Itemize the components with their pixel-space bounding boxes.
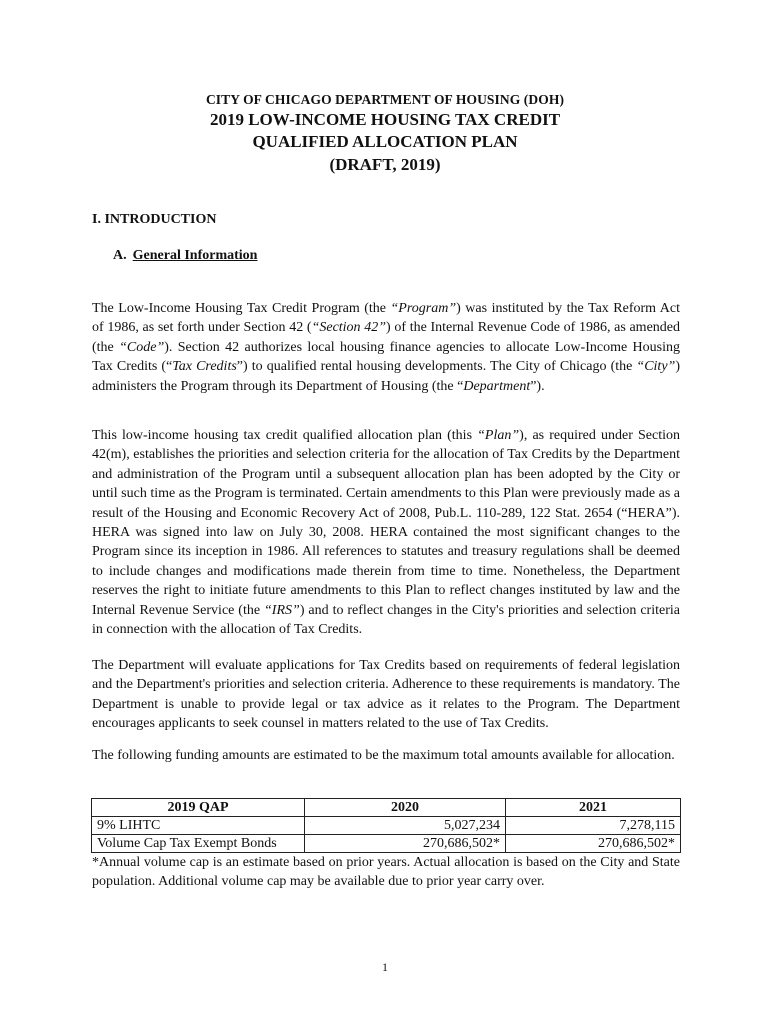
defined-term: “Plan” <box>477 428 520 443</box>
table-cell: 7,278,115 <box>506 817 681 835</box>
text-run: ). Section 42 authorizes local housing finance agencies to allocate Low-Income Housing Tax Credits (“ <box>92 339 680 375</box>
table-cell: 9% LIHTC <box>92 817 305 835</box>
table-cell: 270,686,502* <box>506 835 681 853</box>
document-title-line-2: QUALIFIED ALLOCATION PLAN <box>252 132 518 151</box>
text-run: ) of the Internal Revenue Code of 1986, as amended (the <box>92 320 680 355</box>
agency-name: CITY OF CHICAGO DEPARTMENT OF HOUSING (DOH) <box>205 92 565 107</box>
text-run: ”). <box>530 378 545 394</box>
table-cell: 270,686,502* <box>305 835 506 853</box>
paragraph-program-overview <box>92 299 680 396</box>
text-run: ) and to reflect changes in the City's priorities and selection criteria in connection with the allocation of Tax Credits. <box>92 602 680 638</box>
funding-table <box>91 798 681 853</box>
defined-term: “Section 42” <box>311 320 387 336</box>
paragraph-evaluation: The Department will evaluate applications for Tax Credits based on requirements of federal legislation and the Department's priorities and selection criteria. Adherence to these requirements is mandatory. The Department is unable to provide legal or tax advice as it relates to the Program. The Department encourages applicants to seek counsel in matters related to the use of Tax Credits. <box>92 658 680 732</box>
page-number: 1 <box>382 960 388 974</box>
section-heading: I. INTRODUCTION <box>92 212 217 227</box>
text-run: This low-income housing tax credit qualified allocation plan (this <box>92 428 478 443</box>
table-header-cell: 2021 <box>506 799 681 817</box>
defined-term: Department <box>463 378 531 394</box>
document-title-line-3: (DRAFT, 2019) <box>329 155 441 174</box>
defined-term: Tax Credits <box>172 359 237 375</box>
paragraph-plan-purpose <box>92 426 680 639</box>
paragraph-funding-intro: The following funding amounts are estimated to be the maximum total amounts available for allocation. <box>92 748 675 763</box>
subsection-heading <box>113 248 257 264</box>
subsection-letter: A. <box>113 248 127 263</box>
text-run: ) was instituted by the Tax Reform Act of 1986, as set forth under Section 42 ( <box>92 301 681 336</box>
text-run: ) administers the Program through its Department of Housing (the “ <box>92 359 680 394</box>
table-cell: 5,027,234 <box>305 817 506 835</box>
defined-term: “Program” <box>390 301 457 316</box>
table-header-cell: 2020 <box>305 799 506 817</box>
table-header-row <box>92 799 681 817</box>
document-title-line-1: 2019 LOW-INCOME HOUSING TAX CREDIT <box>209 110 561 129</box>
defined-term: “Code” <box>119 339 165 355</box>
table-header-cell: 2019 QAP <box>92 799 305 817</box>
text-run: ”) to qualified rental housing developments. The City of Chicago (the <box>236 359 637 375</box>
table-row <box>92 835 681 853</box>
subsection-title: General Information <box>132 248 258 263</box>
text-run: ), as required under Section 42(m), establishes the priorities and selection criteria for the allocation of Tax Credits by the Department and administration of the Program until a subsequent allocation plan has been adopted by the City or until such time as the Program is terminated. Certain amendments to this Plan were previously made as a result of the Housing and Economic Recovery Act of 2008, Pub.L. 110-289, 122 Stat. 2654 (“HERA”). HERA was signed into law on July 30, 2008. HERA contained the most significant changes to the Program since its inception in 1986. All references to statutes and treasury regulations shall be deemed to include changes and modifications made therein from time to time. Nonetheless, the Department reserves the right to initiate future amendments to this Plan to reflect changes instituted by law and the Internal Revenue Service (the <box>92 428 680 618</box>
text-run: The Low-Income Housing Tax Credit Program (the <box>92 301 391 316</box>
defined-term: “City” <box>636 359 676 375</box>
table-row <box>92 817 681 835</box>
table-footnote: *Annual volume cap is an estimate based on prior years. Actual allocation is based on the City and State population. Additional volume cap may be available due to prior year carry over. <box>92 855 680 890</box>
table-cell: Volume Cap Tax Exempt Bonds <box>92 835 305 853</box>
defined-term: “IRS” <box>264 602 300 618</box>
